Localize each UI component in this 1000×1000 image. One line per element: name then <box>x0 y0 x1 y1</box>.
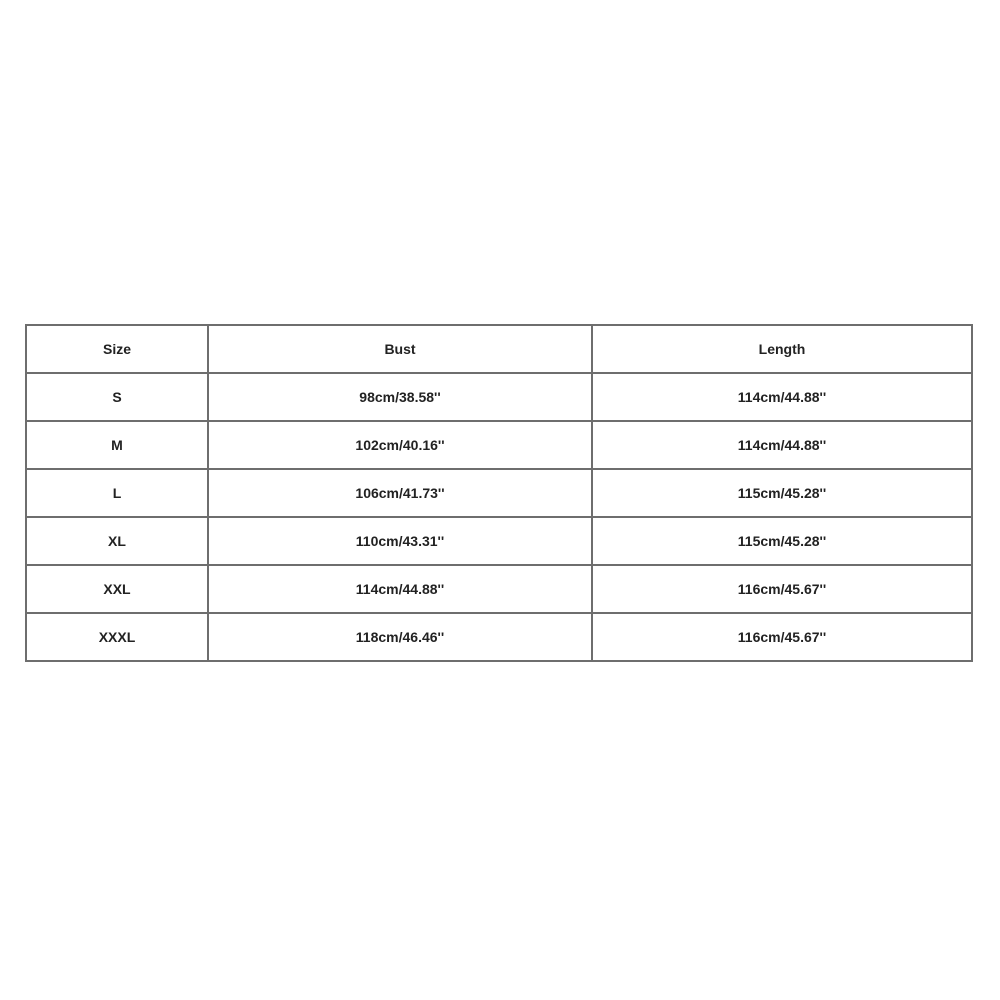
bust-cell: 106cm/41.73'' <box>208 469 592 517</box>
table-row <box>26 517 972 565</box>
bust-cell: 102cm/40.16'' <box>208 421 592 469</box>
length-cell: 114cm/44.88'' <box>592 421 972 469</box>
header-size: Size <box>26 325 208 373</box>
size-cell: M <box>26 421 208 469</box>
length-cell: 115cm/45.28'' <box>592 469 972 517</box>
header-length: Length <box>592 325 972 373</box>
length-cell: 115cm/45.28'' <box>592 517 972 565</box>
table-row <box>26 613 972 661</box>
size-cell: XXL <box>26 565 208 613</box>
table-row <box>26 373 972 421</box>
length-cell: 114cm/44.88'' <box>592 373 972 421</box>
bust-cell: 110cm/43.31'' <box>208 517 592 565</box>
size-chart-table <box>25 324 973 662</box>
bust-cell: 98cm/38.58'' <box>208 373 592 421</box>
table-row <box>26 421 972 469</box>
size-cell: XL <box>26 517 208 565</box>
size-cell: XXXL <box>26 613 208 661</box>
length-cell: 116cm/45.67'' <box>592 565 972 613</box>
bust-cell: 114cm/44.88'' <box>208 565 592 613</box>
table-row <box>26 565 972 613</box>
size-cell: S <box>26 373 208 421</box>
length-cell: 116cm/45.67'' <box>592 613 972 661</box>
size-cell: L <box>26 469 208 517</box>
table-row <box>26 469 972 517</box>
table-header-row <box>26 325 972 373</box>
header-bust: Bust <box>208 325 592 373</box>
bust-cell: 118cm/46.46'' <box>208 613 592 661</box>
